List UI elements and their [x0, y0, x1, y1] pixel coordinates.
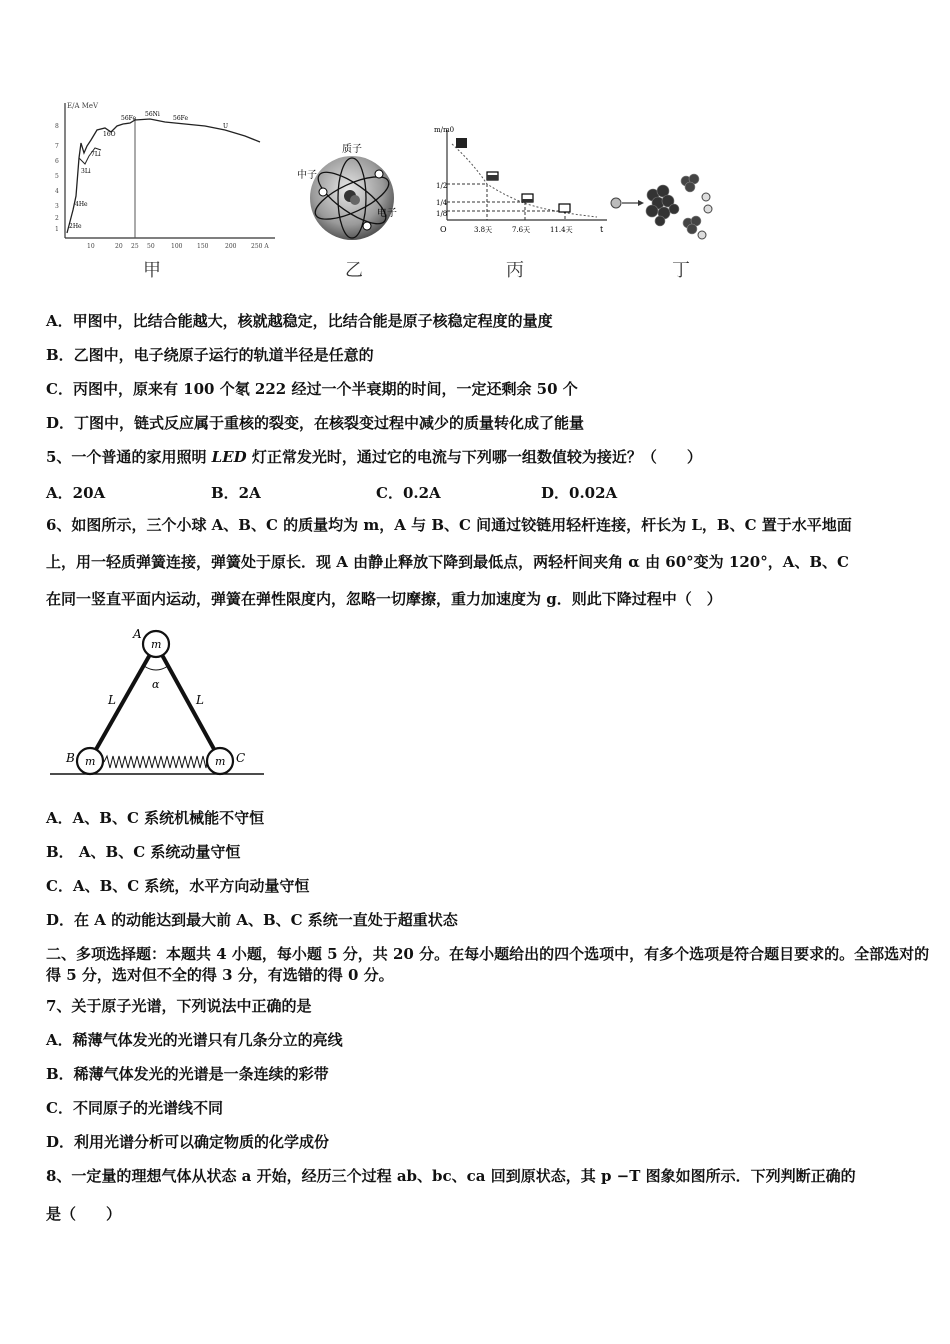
q5-option-b: B．2A — [211, 484, 261, 502]
curve-label-4: 16O — [103, 131, 116, 138]
svg-text:150: 150 — [197, 243, 209, 250]
svg-text:2: 2 — [55, 215, 59, 222]
q6-stem-line1: 6、如图所示，三个小球 A、B、C 的质量均为 m，A 与 B、C 间通过铰链用轻杆连接，杆长为 L，B、C 置于水平地面 — [46, 516, 852, 534]
svg-text:4: 4 — [55, 188, 59, 195]
q6-option-b: B． A、B、C 系统动量守恒 — [46, 843, 241, 861]
q5-option-c: C．0.2A — [376, 484, 441, 502]
q5-stem-led: LED — [211, 448, 247, 466]
svg-text:25: 25 — [131, 243, 139, 250]
svg-text:100: 100 — [171, 243, 183, 250]
curve-label-3: 7Li — [91, 151, 101, 158]
svg-text:8: 8 — [55, 123, 59, 130]
curve-label-2: 3Li — [81, 168, 91, 175]
q5-stem — [46, 447, 702, 467]
curve-label-6: 56Ni — [145, 111, 160, 118]
fission-figure — [608, 165, 718, 245]
svg-text:10: 10 — [87, 243, 95, 250]
svg-text:7: 7 — [55, 143, 59, 150]
x-tick-1: 3.8天 — [474, 226, 493, 234]
curve-label-1: 4He — [75, 201, 88, 208]
q7-stem: 7、关于原子光谱，下列说法中正确的是 — [46, 997, 312, 1015]
caption-jia: 甲 — [143, 260, 161, 281]
q6-stem-line3: 在同一竖直平面内运动，弹簧在弹性限度内，忽略一切摩擦，重力加速度为 g．则此下降过程中（ ） — [46, 590, 722, 608]
q7-option-a: A．稀薄气体发光的光谱只有几条分立的亮线 — [46, 1031, 343, 1049]
y-tick-quarter: 1/4 — [436, 199, 448, 207]
q6-stem-line2: 上，用一轻质弹簧连接，弹簧处于原长．现 A 由静止释放下降到最低点，两轻杆间夹角 α 由 60°变为 120°，A、B、C — [46, 553, 849, 571]
q7-option-c: C．不同原子的光谱线不同 — [46, 1099, 223, 1117]
q4-option-b: B．乙图中，电子绕原子运行的轨道半径是任意的 — [46, 346, 374, 364]
y-tick-eighth: 1/8 — [436, 210, 448, 218]
curve-label-8: U — [223, 123, 229, 130]
x-tick-2: 7.6天 — [512, 226, 531, 234]
q7-option-b: B．稀薄气体发光的光谱是一条连续的彩带 — [46, 1065, 329, 1083]
svg-text:3: 3 — [55, 203, 59, 210]
q5-option-a: A．20A — [46, 484, 106, 502]
curve-label-7: 56Fe — [173, 115, 189, 122]
q6-option-d: D．在 A 的动能达到最大前 A、B、C 系统一直处于超重状态 — [46, 911, 458, 929]
x-tick-origin: O — [440, 225, 447, 234]
y-tick-half: 1/2 — [436, 182, 448, 190]
rod-label-left: L — [108, 693, 116, 707]
label-electron: 电子 — [377, 208, 397, 219]
angle-label: α — [152, 678, 160, 691]
svg-text:E/A MeV: E/A MeV — [67, 102, 99, 110]
mass-label-a: m — [151, 638, 162, 651]
caption-bing: 丙 — [506, 260, 524, 281]
q5-stem-pre: 5、一个普通的家用照明 — [46, 448, 212, 466]
q4-option-c: C．丙图中，原来有 100 个氡 222 经过一个半衰期的时间，一定还剩余 50 个 — [46, 380, 578, 398]
ball-label-b: B — [66, 751, 75, 765]
svg-text:6: 6 — [55, 158, 59, 165]
q4-option-d: D．丁图中，链式反应属于重核的裂变，在核裂变过程中减少的质量转化成了能量 — [46, 414, 585, 432]
q7-option-d: D．利用光谱分析可以确定物质的化学成份 — [46, 1133, 330, 1151]
x-tick-3: 11.4天 — [550, 226, 573, 234]
caption-yi: 乙 — [345, 260, 363, 281]
atom-model-figure — [295, 140, 410, 245]
curve-label-0: 2He — [69, 223, 82, 230]
decay-chart — [432, 122, 612, 242]
svg-text:200: 200 — [225, 243, 237, 250]
section2-heading: 二、多项选择题：本题共 4 小题，每小题 5 分，共 20 分。在每小题给出的四个选项中，有多个选项是符合题目要求的。全部选对的得 5 分，选对但不全的得 3 分，有选错的得 0 分。 — [46, 945, 930, 984]
x-tick-t: t — [600, 225, 604, 234]
mass-label-b: m — [85, 755, 96, 768]
svg-text:50: 50 — [147, 243, 155, 250]
q8-stem-line2: 是（ ） — [46, 1205, 122, 1223]
rod-label-right: L — [196, 693, 204, 707]
curve-label-5: 56Fe — [121, 115, 137, 122]
q5-stem-post: 灯正常发光时，通过它的电流与下列哪一组数值较为接近？（ ） — [246, 448, 702, 466]
label-proton: 质子 — [342, 144, 362, 155]
svg-text:1: 1 — [55, 226, 59, 233]
q6-option-a: A．A、B、C 系统机械能不守恒 — [46, 809, 265, 827]
binding-energy-chart — [55, 98, 280, 258]
q4-option-a: A．甲图中，比结合能越大，核就越稳定，比结合能是原子核稳定程度的量度 — [46, 312, 553, 330]
triangle-spring-diagram — [48, 624, 268, 780]
ball-label-c: C — [236, 751, 246, 765]
mass-label-c: m — [215, 755, 226, 768]
caption-ding: 丁 — [672, 260, 690, 281]
q8-stem-line1: 8、一定量的理想气体从状态 a 开始，经历三个过程 ab、bc、ca 回到原状态，其 p −T 图象如图所示．下列判断正确的 — [46, 1167, 856, 1185]
q5-option-d: D．0.02A — [541, 484, 618, 502]
q6-option-c: C．A、B、C 系统，水平方向动量守恒 — [46, 877, 310, 895]
svg-text:20: 20 — [115, 243, 123, 250]
ball-label-a: A — [133, 627, 142, 641]
y-axis-label: m/m0 — [434, 126, 455, 134]
svg-text:5: 5 — [55, 173, 59, 180]
label-neutron: 中子 — [297, 170, 317, 181]
svg-text:250 A: 250 A — [251, 243, 269, 250]
